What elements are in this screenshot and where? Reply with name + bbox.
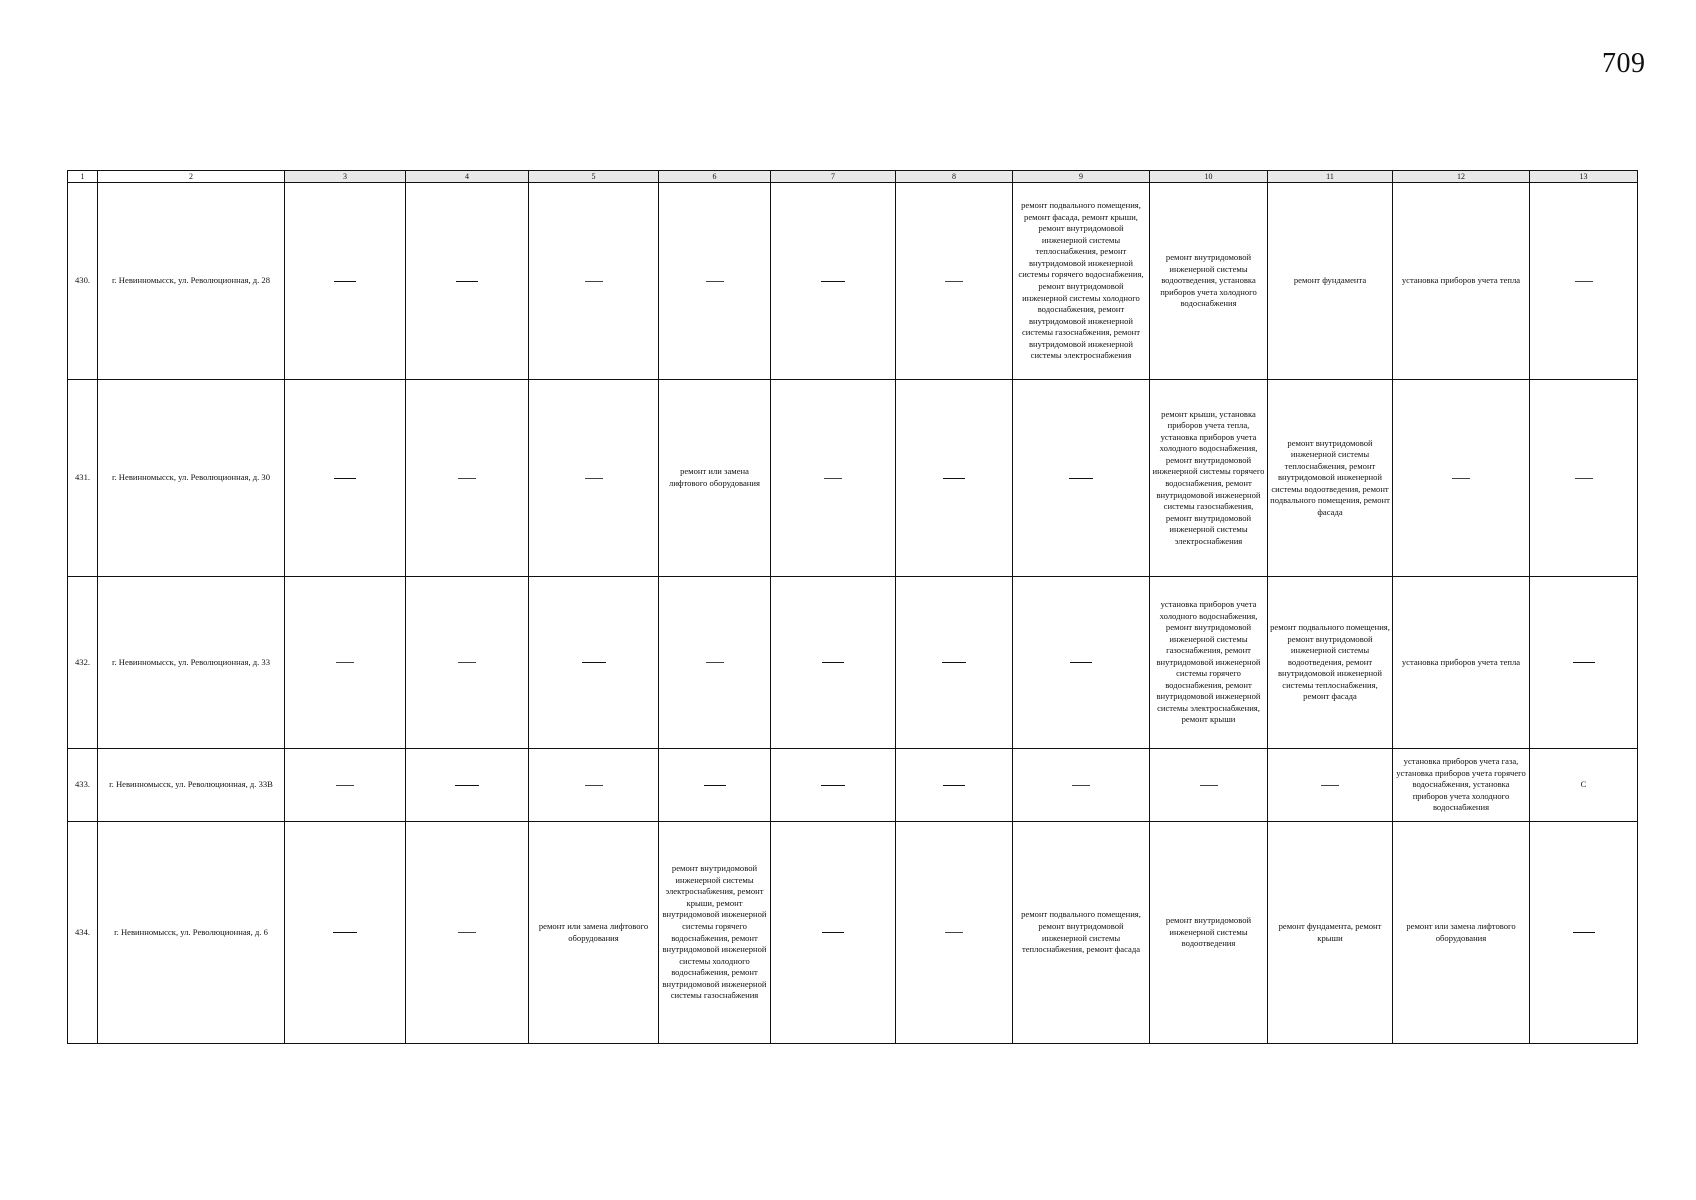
address-cell: г. Невинномысск, ул. Революционная, д. 6 [98,822,285,1044]
empty-cell [771,577,896,749]
column-number: 8 [896,171,1013,183]
dash-mark [333,932,357,933]
empty-cell [285,183,406,380]
empty-cell [1393,380,1530,577]
dash-mark [706,662,724,663]
works-cell: ремонт внутридомовой инженерной системы водоотведения [1150,822,1268,1044]
dash-mark [336,785,354,786]
dash-mark [943,478,965,479]
works-cell: установка приборов учета тепла [1393,577,1530,749]
address-cell: г. Невинномысск, ул. Революционная, д. 33 [98,577,285,749]
dash-mark [821,785,845,786]
row-number: 433. [68,749,98,822]
works-cell: ремонт фундамента [1268,183,1393,380]
works-cell: установка приборов учета газа, установка приборов учета горячего водоснабжения, установка приборов учета холодного водоснабжения [1393,749,1530,822]
dash-mark [1452,478,1470,479]
works-cell: ремонт внутридомовой инженерной системы водоотведения, установка приборов учета холодного водоснабжения [1150,183,1268,380]
empty-cell [285,822,406,1044]
table-row [68,183,1638,380]
empty-cell [896,380,1013,577]
dash-mark [1575,281,1593,282]
dash-mark [824,478,842,479]
dash-mark [336,662,354,663]
works-cell: ремонт подвального помещения, ремонт фасада, ремонт крыши, ремонт внутридомовой инженерной системы теплоснабжения, ремонт внутридомовой инженерной системы горячего водоснабжения, ремонт внутридомовой инженерной системы холодного водоснабжения, ремонт внутридомовой инженерной системы газоснабжения, ремонт внутридомовой инженерной системы электроснабжения [1013,183,1150,380]
table-body [68,171,1638,1044]
dash-mark [334,281,356,282]
column-number-row [68,171,1638,183]
empty-cell [1013,749,1150,822]
works-cell: ремонт или замена лифтового оборудования [659,380,771,577]
dash-mark [945,281,963,282]
dash-mark [706,281,724,282]
empty-cell [771,822,896,1044]
works-cell: ремонт внутридомовой инженерной системы теплоснабжения, ремонт внутридомовой инженерной системы водоотведения, ремонт подвального помещения, ремонт фасада [1268,380,1393,577]
page-number: 709 [1602,48,1646,79]
empty-cell [1013,577,1150,749]
empty-cell [285,577,406,749]
empty-cell [406,822,529,1044]
repair-schedule-table [67,170,1638,1044]
dash-mark [1072,785,1090,786]
dash-mark [943,785,965,786]
dash-mark [821,281,845,282]
empty-cell [1530,822,1638,1044]
dash-mark [945,932,963,933]
works-cell: ремонт подвального помещения, ремонт внутридомовой инженерной системы водоотведения, ремонт внутридомовой инженерной системы теплоснабжения, ремонт фасада [1268,577,1393,749]
empty-cell [896,822,1013,1044]
empty-cell [1150,749,1268,822]
column-number: 4 [406,171,529,183]
dash-mark [1573,662,1595,663]
dash-mark [458,932,476,933]
empty-cell [285,380,406,577]
works-cell: ремонт или замена лифтового оборудования [529,822,659,1044]
dash-mark [1070,662,1092,663]
empty-cell [406,183,529,380]
column-number: 13 [1530,171,1638,183]
dash-mark [1573,932,1595,933]
column-number: 11 [1268,171,1393,183]
row-number: 430. [68,183,98,380]
empty-cell [529,577,659,749]
empty-cell [659,577,771,749]
column-number: 9 [1013,171,1150,183]
address-cell: г. Невинномысск, ул. Революционная, д. 30 [98,380,285,577]
column-number: 5 [529,171,659,183]
dash-mark [585,785,603,786]
empty-cell [896,577,1013,749]
table-row [68,577,1638,749]
empty-cell [1013,380,1150,577]
empty-cell [529,749,659,822]
works-cell: ремонт внутридомовой инженерной системы электроснабжения, ремонт крыши, ремонт внутридомовой инженерной системы горячего водоснабжения, ремонт внутридомовой инженерной системы холодного водоснабжения, ремонт внутридомовой инженерной системы газоснабжения [659,822,771,1044]
address-cell: г. Невинномысск, ул. Революционная, д. 28 [98,183,285,380]
table-row [68,822,1638,1044]
works-cell: ремонт фундамента, ремонт крыши [1268,822,1393,1044]
works-cell: установка приборов учета холодного водоснабжения, ремонт внутридомовой инженерной системы газоснабжения, ремонт внутридомовой инженерной системы горячего водоснабжения, ремонт внутридомовой инженерной системы электроснабжения, ремонт крыши [1150,577,1268,749]
works-cell: С [1530,749,1638,822]
dash-mark [458,478,476,479]
dash-mark [1200,785,1218,786]
dash-mark [585,281,603,282]
empty-cell [1530,380,1638,577]
works-cell: ремонт подвального помещения, ремонт внутридомовой инженерной системы теплоснабжения, ремонт фасада [1013,822,1150,1044]
dash-mark [458,662,476,663]
row-number: 432. [68,577,98,749]
empty-cell [896,749,1013,822]
table-row [68,380,1638,577]
empty-cell [771,380,896,577]
dash-mark [1069,478,1093,479]
empty-cell [406,380,529,577]
empty-cell [771,183,896,380]
column-number: 3 [285,171,406,183]
works-cell: ремонт крыши, установка приборов учета тепла, установка приборов учета холодного водоснабжения, ремонт внутридомовой инженерной системы горячего водоснабжения, ремонт внутридомовой инженерной системы газоснабжения, ремонт внутридомовой инженерной системы электроснабжения [1150,380,1268,577]
column-number: 6 [659,171,771,183]
empty-cell [529,380,659,577]
dash-mark [334,478,356,479]
empty-cell [285,749,406,822]
dash-mark [942,662,966,663]
dash-mark [456,281,478,282]
dash-mark [1321,785,1339,786]
column-number: 12 [1393,171,1530,183]
empty-cell [896,183,1013,380]
empty-cell [771,749,896,822]
dash-mark [1575,478,1593,479]
dash-mark [455,785,479,786]
column-number: 1 [68,171,98,183]
empty-cell [659,749,771,822]
empty-cell [1530,577,1638,749]
empty-cell [529,183,659,380]
dash-mark [585,478,603,479]
empty-cell [1268,749,1393,822]
works-cell: ремонт или замена лифтового оборудования [1393,822,1530,1044]
dash-mark [582,662,606,663]
table-row [68,749,1638,822]
empty-cell [659,183,771,380]
dash-mark [822,932,844,933]
works-cell: установка приборов учета тепла [1393,183,1530,380]
column-number: 10 [1150,171,1268,183]
empty-cell [1530,183,1638,380]
row-number: 434. [68,822,98,1044]
address-cell: г. Невинномысск, ул. Революционная, д. 33В [98,749,285,822]
column-number: 7 [771,171,896,183]
column-number: 2 [98,171,285,183]
row-number: 431. [68,380,98,577]
empty-cell [406,749,529,822]
dash-mark [704,785,726,786]
dash-mark [822,662,844,663]
empty-cell [406,577,529,749]
